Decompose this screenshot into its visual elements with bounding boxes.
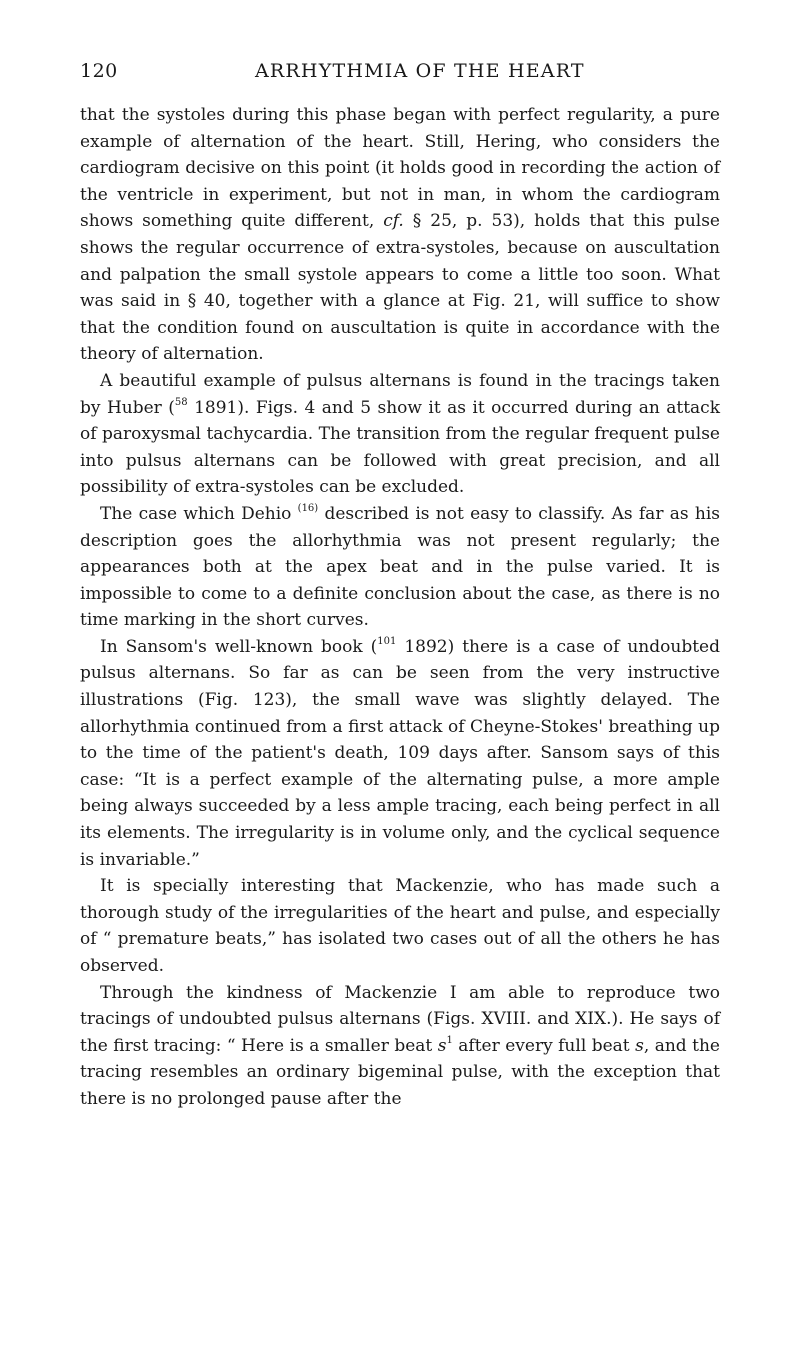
footnote-reference: (16) bbox=[297, 503, 319, 515]
footnote-reference: 1 bbox=[446, 1035, 453, 1047]
paragraph-dehio bbox=[80, 501, 720, 634]
text-run: that the systoles during this phase began with perfect regularity, a pure example of alternation of the heart. Still, Hering, who considers the cardiogram decisive on this point (it holds good in recording the action of the ventricle in experiment, but not in man, in whom the cardiogram shows something quite different, bbox=[80, 105, 720, 232]
paragraph-mackenzie-1 bbox=[80, 873, 720, 979]
running-title: ARRHYTHMIA OF THE HEART bbox=[255, 60, 585, 82]
footnote-reference: 101 bbox=[377, 636, 397, 648]
text-run: 1891). Figs. 4 and 5 show it as it occurred during an attack of paroxysmal tachycardia. The transition from the regular frequent pulse into pulsus alternans can be followed with great precision, and all possibility of extra-systoles can be excluded. bbox=[80, 397, 720, 498]
paragraph-mackenzie-2 bbox=[80, 980, 720, 1113]
text-run: , and the tracing resembles an ordinary bigeminal pulse, with the exception that there is no prolonged pause after the bbox=[80, 1035, 720, 1109]
text-run: Through the kindness of Mackenzie I am able to reproduce two tracings of undoubted pulsus alternans (Figs. XVIII. and XIX.). He says of the first tracing: “ Here is a smaller beat bbox=[80, 982, 720, 1056]
text-run: The case which Dehio bbox=[100, 503, 298, 524]
paragraph-sansom bbox=[80, 634, 720, 873]
body-text bbox=[80, 102, 720, 1113]
book-page bbox=[80, 60, 720, 1113]
text-run: It is specially interesting that Mackenzie, who has made such a thorough study of the irregularities of the heart and pulse, and especially of “ premature beats,” has isolated two cases out of all the others he has observed. bbox=[80, 876, 720, 976]
text-run: described is not easy to classify. As far as his description goes the allorhythmia was not present regularly; the appearances both at the apex beat and in the pulse varied. It is impossible to come to a definite conclusion about the case, as there is no time marking in the short curves. bbox=[80, 503, 720, 631]
italic-text: s bbox=[635, 1035, 644, 1056]
running-head bbox=[80, 60, 720, 94]
italic-text: cf. bbox=[383, 211, 404, 232]
footnote-reference: 58 bbox=[174, 396, 188, 408]
text-run: In Sansom's well-known book ( bbox=[100, 636, 378, 657]
paragraph-huber bbox=[80, 368, 720, 501]
text-run: 1892) there is a case of undoubted pulsus alternans. So far as can be seen from the very instructive illustrations (Fig. 123), the small wave was slightly delayed. The allorhythmia continued from a first attack of Cheyne-Stokes' breathing up to the time of the patient's death, 109 days after. Sansom says of this case: “It is a perfect example of the alternating pulse, a more ample being always succeeded by a less ample tracing, each being perfect in all its elements. The irregularity is in volume only, and the cyclical sequence is invariable.” bbox=[80, 636, 720, 870]
text-run: § 25, p. 53), holds that this pulse shows the regular occurrence of extra-systoles, because on auscultation and palpation the small systole appears to come a little too soon. What was said in § 40, together with a glance at Fig. 21, will suffice to show that the condition found on auscultation is quite in accordance with the theory of alternation. bbox=[80, 211, 720, 365]
paragraph-continuation bbox=[80, 102, 720, 368]
italic-text: s bbox=[437, 1035, 447, 1056]
page-number: 120 bbox=[80, 60, 118, 82]
text-run: after every full beat bbox=[452, 1035, 636, 1056]
text-run: A beautiful example of pulsus alternans is found in the tracings taken by Huber ( bbox=[80, 370, 720, 418]
